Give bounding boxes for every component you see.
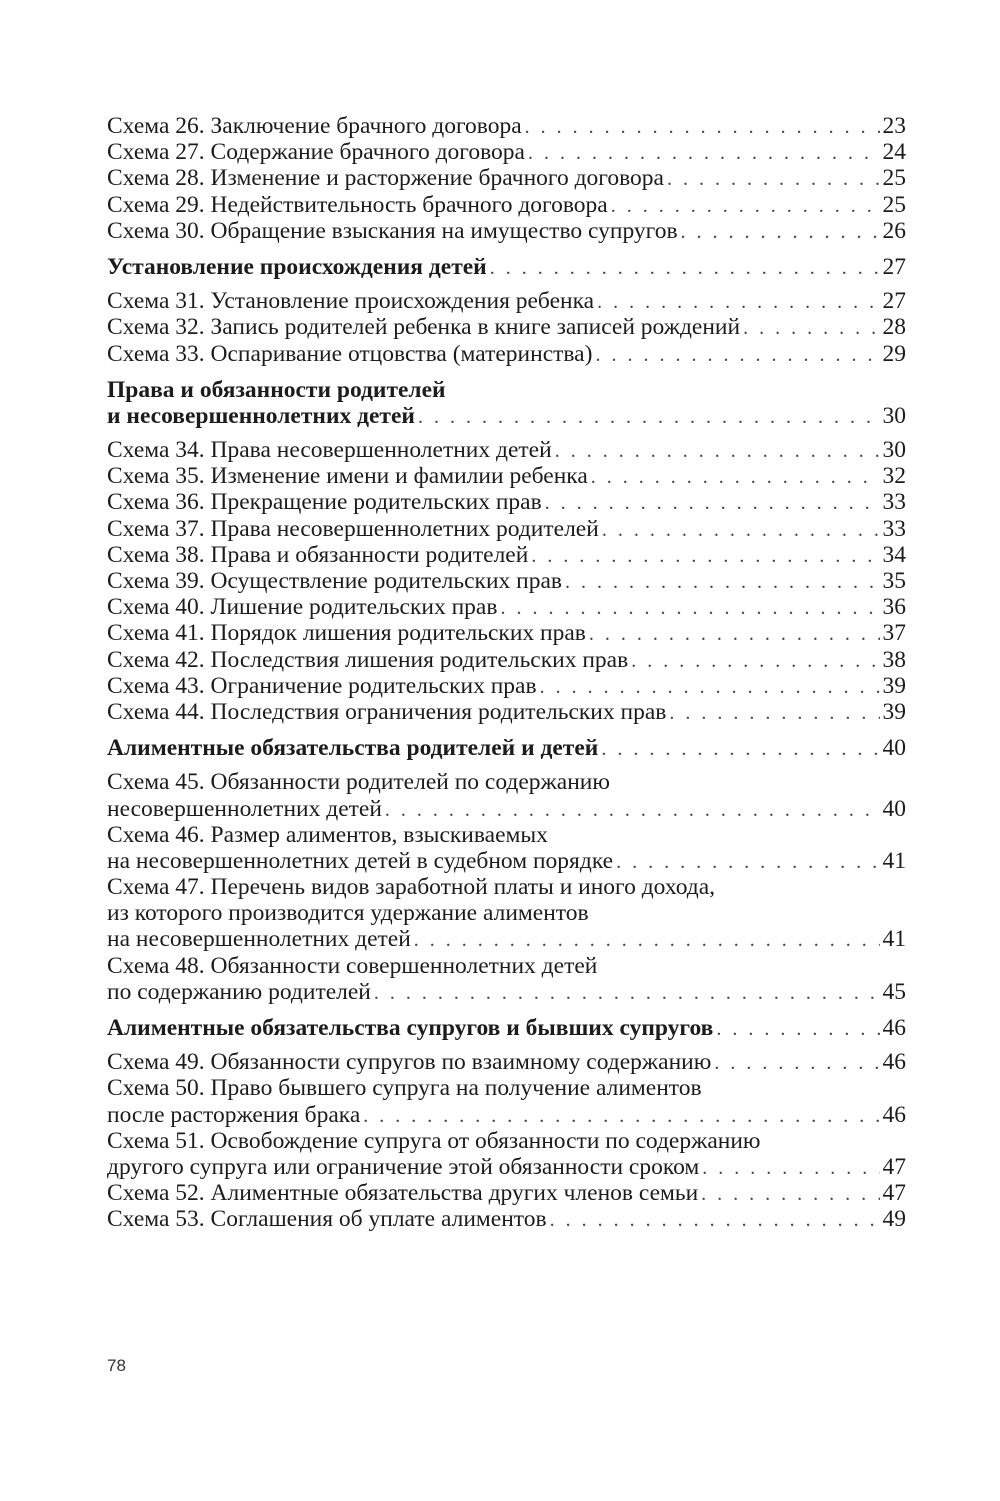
toc-page-number: 41 (882, 847, 906, 874)
dot-leader (743, 315, 879, 341)
dot-leader (374, 980, 880, 1006)
toc-page-number: 27 (882, 288, 906, 315)
toc-title: и несовершеннолетних детей (107, 402, 415, 429)
dot-leader (500, 595, 879, 621)
dot-leader (681, 219, 880, 245)
toc-title: Схема 38. Права и обязанности родителей (107, 541, 529, 568)
toc-entry (107, 542, 906, 568)
dot-leader (702, 1155, 879, 1181)
dot-leader (490, 255, 880, 281)
toc-page-number: 45 (882, 978, 906, 1005)
toc-title: Схема 31. Установление происхождения ребенка (107, 288, 595, 315)
dot-leader (631, 648, 879, 674)
toc-page-number: 49 (882, 1206, 906, 1233)
toc-page-number: 37 (882, 620, 906, 647)
toc-title: несовершеннолетних детей (107, 795, 382, 822)
toc-entry (107, 218, 906, 244)
dot-leader (595, 342, 879, 368)
toc-entry (107, 1128, 906, 1180)
toc-entry (107, 1180, 906, 1206)
toc-title: Схема 50. Право бывшего супруга на получение алиментов (107, 1075, 702, 1102)
toc-entry (107, 192, 906, 218)
toc-section (107, 254, 906, 280)
dot-leader (363, 1103, 879, 1129)
toc-title: Схема 48. Обязанности совершеннолетних детей (107, 952, 598, 979)
toc-title: на несовершеннолетних детей в судебном порядке (107, 847, 614, 874)
toc-title: Схема 37. Права несовершеннолетних родителей (107, 515, 599, 542)
toc-title: Алиментные обязательства родителей и детей (107, 735, 599, 762)
table-of-contents (107, 113, 906, 1233)
dot-leader (667, 166, 880, 192)
dot-leader (525, 114, 880, 140)
dot-leader (597, 289, 879, 315)
toc-title: из которого производится удержание алиментов (107, 900, 589, 927)
toc-entry (107, 1206, 906, 1232)
page-number: 78 (107, 1356, 126, 1375)
toc-page-number: 27 (882, 253, 906, 280)
toc-page-number: 41 (882, 926, 906, 953)
dot-leader (555, 438, 880, 464)
toc-title: Схема 47. Перечень видов заработной платы и иного дохода, (107, 874, 716, 901)
toc-title: Схема 28. Изменение и расторжение брачного договора (107, 165, 664, 192)
toc-page-number: 38 (882, 646, 906, 673)
dot-leader (540, 674, 880, 700)
toc-page-number: 25 (882, 191, 906, 218)
dot-leader (531, 543, 879, 569)
dot-leader (550, 1207, 880, 1233)
toc-page-number: 33 (882, 489, 906, 516)
toc-entry (107, 953, 906, 1005)
dot-leader (545, 490, 880, 516)
toc-title: Схема 43. Ограничение родительских прав (107, 672, 537, 699)
dot-leader (385, 797, 880, 823)
toc-page-number: 30 (882, 437, 906, 464)
toc-entry (107, 139, 906, 165)
dot-leader (611, 193, 880, 219)
dot-leader (701, 1181, 879, 1207)
dot-leader (414, 927, 880, 953)
toc-entry (107, 620, 906, 646)
toc-title: на несовершеннолетних детей (107, 926, 411, 953)
toc-entry (107, 1049, 906, 1075)
toc-page-number: 32 (882, 463, 906, 490)
toc-page-number: 46 (882, 1049, 906, 1076)
toc-section (107, 735, 906, 761)
toc-entry (107, 288, 906, 314)
toc-page-number: 29 (882, 340, 906, 367)
toc-title: Схема 42. Последствия лишения родительских прав (107, 646, 629, 673)
toc-entry (107, 647, 906, 673)
toc-title: Права и обязанности родителей (107, 376, 446, 403)
toc-entry (107, 516, 906, 542)
toc-title: другого супруга или ограничение этой обязанности сроком (107, 1153, 700, 1180)
toc-title: Схема 33. Оспаривание отцовства (материнства) (107, 340, 593, 367)
toc-title: Схема 52. Алиментные обязательства других членов семьи (107, 1180, 699, 1207)
toc-title: после расторжения брака (107, 1101, 361, 1128)
dot-leader (565, 569, 880, 595)
toc-page-number: 26 (882, 217, 906, 244)
toc-title: Схема 51. Освобождение супруга от обязанности по содержанию (107, 1127, 761, 1154)
toc-entry (107, 699, 906, 725)
toc-page-number: 39 (882, 672, 906, 699)
toc-entry (107, 437, 906, 463)
dot-leader (714, 1050, 879, 1076)
toc-entry (107, 341, 906, 367)
dot-leader (669, 700, 879, 726)
toc-title: Алиментные обязательства супругов и бывших супругов (107, 1015, 714, 1041)
toc-entry (107, 769, 906, 821)
toc-title: Схема 40. Лишение родительских прав (107, 594, 498, 621)
toc-entry (107, 463, 906, 489)
dot-leader (616, 849, 879, 875)
toc-title: Схема 44. Последствия ограничения родительских прав (107, 698, 667, 725)
toc-title: Схема 34. Права несовершеннолетних детей (107, 437, 552, 464)
toc-title: Установление происхождения детей (107, 253, 487, 280)
toc-title: Схема 27. Содержание брачного договора (107, 139, 525, 166)
toc-entry (107, 165, 906, 191)
toc-page-number: 47 (882, 1180, 906, 1207)
toc-entry (107, 822, 906, 874)
toc-entry (107, 673, 906, 699)
toc-title: Схема 30. Обращение взыскания на имущество супругов (107, 217, 678, 244)
toc-page-number: 46 (882, 1015, 906, 1041)
dot-leader (589, 621, 880, 647)
dot-leader (602, 517, 880, 543)
toc-entry (107, 594, 906, 620)
toc-title: Схема 29. Недействительность брачного договора (107, 191, 608, 218)
toc-title: Схема 39. Осуществление родительских прав (107, 568, 562, 594)
toc-title: Схема 53. Соглашения об уплате алиментов (107, 1206, 547, 1233)
dot-leader (601, 736, 879, 762)
toc-title: по содержанию родителей (107, 978, 371, 1005)
toc-title: Схема 45. Обязанности родителей по содержанию (107, 769, 610, 796)
toc-page-number: 40 (882, 735, 906, 762)
toc-entry (107, 1075, 906, 1127)
toc-page-number: 33 (882, 515, 906, 542)
dot-leader (418, 404, 880, 430)
toc-page-number: 39 (882, 698, 906, 725)
toc-page-number: 46 (882, 1101, 906, 1128)
toc-page-number: 25 (882, 165, 906, 192)
toc-page-number: 40 (882, 795, 906, 822)
toc-title: Схема 35. Изменение имени и фамилии ребенка (107, 463, 588, 490)
toc-entry (107, 568, 906, 594)
toc-entry (107, 874, 906, 953)
toc-title: Схема 41. Порядок лишения родительских прав (107, 620, 586, 647)
toc-page-number: 36 (882, 594, 906, 621)
dot-leader (716, 1016, 879, 1042)
toc-title: Схема 36. Прекращение родительских прав (107, 489, 542, 516)
toc-entry (107, 489, 906, 515)
toc-title: Схема 46. Размер алиментов, взыскиваемых (107, 821, 548, 848)
toc-page-number: 34 (882, 541, 906, 568)
toc-section (107, 1015, 906, 1041)
toc-title: Схема 32. Запись родителей ребенка в книге записей рождений (107, 314, 741, 341)
toc-page-number: 28 (882, 314, 906, 341)
toc-title: Схема 49. Обязанности супругов по взаимному содержанию (107, 1049, 712, 1076)
dot-leader (528, 140, 880, 166)
dot-leader (591, 464, 880, 490)
toc-page-number: 30 (882, 402, 906, 429)
toc-page-number: 35 (882, 568, 906, 594)
toc-section (107, 377, 906, 429)
toc-title: Схема 26. Заключение брачного договора (107, 113, 522, 139)
toc-page-number: 23 (882, 113, 906, 139)
toc-page-number: 24 (882, 139, 906, 166)
toc-entry (107, 314, 906, 340)
toc-entry (107, 113, 906, 139)
toc-page-number: 47 (882, 1153, 906, 1180)
